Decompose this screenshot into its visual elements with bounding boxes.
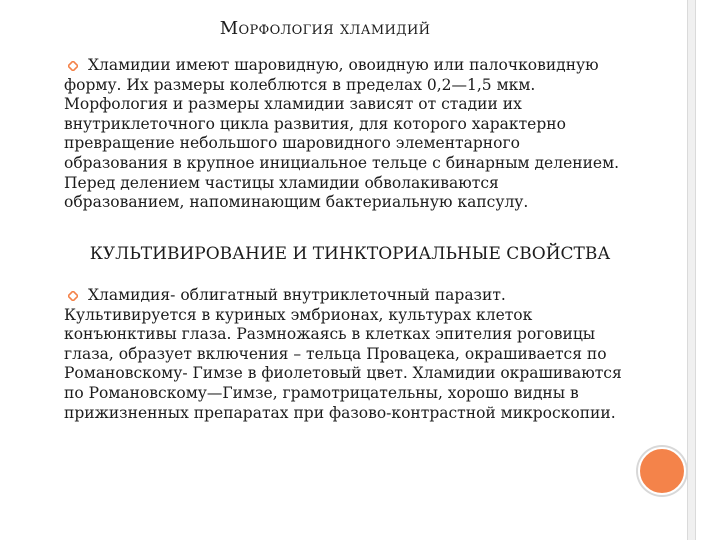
- slide-title-cultivation: КУЛЬТИВИРОВАНИЕ И ТИНКТОРИАЛЬНЫЕ СВОЙСТВА: [89, 244, 611, 264]
- slide-title-morphology: Морфология хламидий: [219, 18, 431, 39]
- slide-corner-circle: [638, 447, 686, 495]
- cultivation-paragraph: Хламидия- облигатный внутриклеточный паразит. Культивируется в куриных эмбрионах, культурах клеток конъюнктивы глаза. Размножаясь в клетках эпителия роговицы глаза, образует включения – тельца Провацека, окрашивается по Романовскому- Гимзе в фиолетовый цвет. Хламидии окрашиваются по Романовскому—Гимзе, грамотрицательны, хорошо видны в прижизненных препаратах при фазово-контрастной микроскопии.: [64, 286, 622, 422]
- decorative-side-stripe: [687, 0, 696, 540]
- morphology-paragraph: Хламидии имеют шаровидную, овоидную или палочковидную форму. Их размеры колеблются в пределах 0,2—1,5 мкм. Морфология и размеры хламидии зависят от стадии их внутриклеточного цикла развития, для которого характерно превращение небольшого шаровидного элементарного образования в крупное инициальное тельце с бинарным делением. Перед делением частицы хламидии обволакиваются образованием, напоминающим бактериальную капсулу.: [64, 56, 620, 212]
